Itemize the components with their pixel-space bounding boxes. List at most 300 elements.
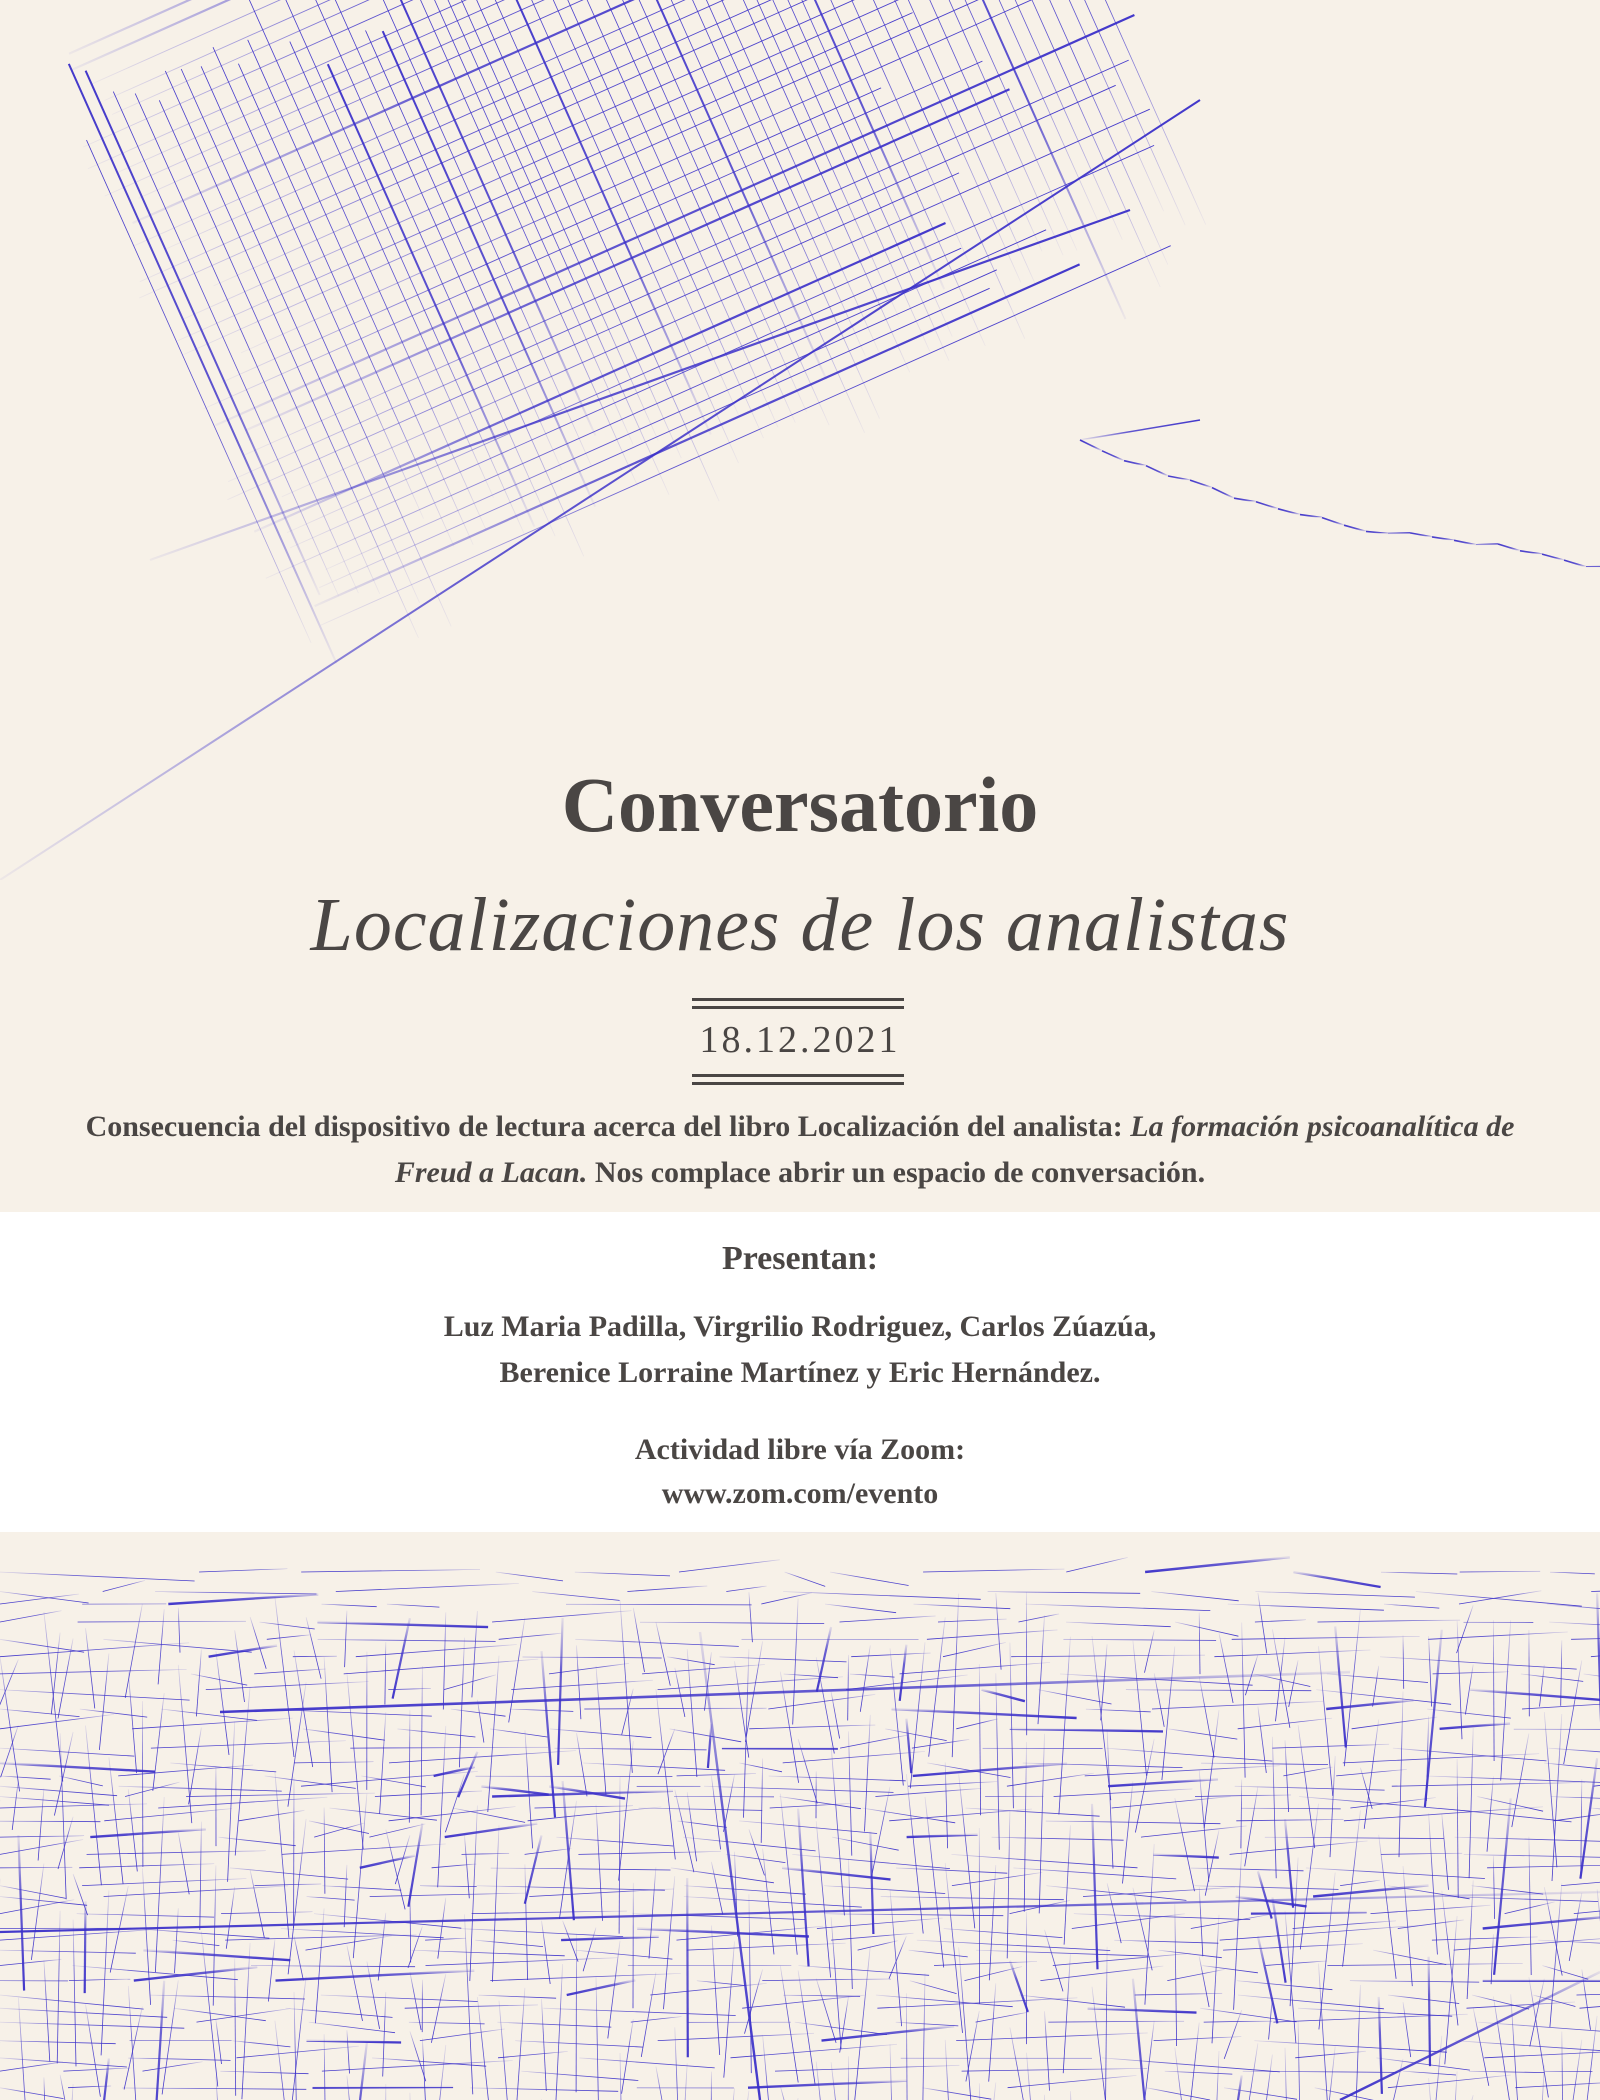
street-line <box>1293 1921 1396 1929</box>
street-line <box>128 1789 137 1871</box>
street-line <box>380 1712 386 1814</box>
street-line <box>475 1940 543 1947</box>
street-line <box>1319 1646 1333 1796</box>
street-line <box>749 1894 751 2073</box>
street-line <box>750 0 970 265</box>
street-line <box>1403 2002 1411 2057</box>
street-line <box>0 1897 87 1906</box>
street-line <box>907 1835 978 1838</box>
street-line <box>515 2041 643 2048</box>
street-line <box>579 2058 714 2068</box>
street-line <box>780 1966 798 2083</box>
street-line <box>563 1781 574 1920</box>
street-line <box>1403 2071 1456 2075</box>
street-line <box>57 1911 60 2064</box>
street-line <box>344 1659 539 1674</box>
street-line <box>798 1809 809 1967</box>
street-line <box>525 1730 533 1848</box>
street-line <box>0 1709 80 1717</box>
street-line <box>1335 1626 1346 1747</box>
street-line <box>575 1639 739 1646</box>
street-line <box>1199 1887 1203 1956</box>
street-line <box>976 1950 1148 1956</box>
street-line <box>282 1844 446 1855</box>
street-line <box>561 1937 659 1941</box>
street-line <box>890 2044 895 2100</box>
street-line <box>636 0 879 352</box>
street-line <box>0 1594 79 1604</box>
street-line <box>925 1797 944 1968</box>
street-line <box>497 2022 611 2027</box>
street-line <box>18 1998 30 2100</box>
arterial-road <box>150 210 1130 560</box>
street-line <box>73 1920 76 2067</box>
highway-road <box>1146 466 1168 476</box>
street-line <box>66 2084 73 2100</box>
street-line <box>1243 2071 1397 2072</box>
street-line <box>0 1804 147 1808</box>
street-line <box>510 1709 574 1711</box>
street-line <box>477 1997 490 2100</box>
street-line <box>633 1608 644 1672</box>
street-line <box>1258 1593 1267 1654</box>
street-line <box>627 1586 707 1592</box>
street-line <box>831 2062 847 2100</box>
street-line <box>575 1950 672 1959</box>
street-line <box>0 1611 62 1622</box>
street-line <box>465 1835 470 1898</box>
street-line <box>1152 1701 1323 1709</box>
street-line <box>1265 1837 1444 1839</box>
street-line <box>1373 1666 1379 1707</box>
street-line <box>235 1630 245 1702</box>
street-line <box>309 2022 395 2033</box>
activity-url-link[interactable]: www.zom.com/evento <box>661 1477 939 1510</box>
street-line <box>836 0 1042 251</box>
street-line <box>1591 1588 1600 1592</box>
street-line <box>1491 1934 1493 1984</box>
street-line <box>215 15 1134 425</box>
street-line <box>1584 1674 1600 1685</box>
street-line <box>1232 1636 1420 1639</box>
street-line <box>1569 1893 1582 1961</box>
street-line <box>142 1868 150 2005</box>
street-line <box>155 1592 316 1595</box>
street-line <box>1195 1795 1291 1797</box>
street-line <box>687 1878 688 2057</box>
street-line <box>1326 1700 1413 1709</box>
street-line <box>1581 1779 1582 1873</box>
street-line <box>1220 1925 1418 1940</box>
street-line <box>0 1886 66 1899</box>
street-line <box>1165 2071 1233 2074</box>
street-line <box>1273 2014 1467 2022</box>
street-line <box>477 1700 484 1743</box>
street-line <box>317 1622 488 1627</box>
street-line <box>1455 2095 1473 2100</box>
street-line <box>1285 2048 1289 2100</box>
street-line <box>983 1748 1103 1749</box>
street-line <box>387 1604 440 1607</box>
street-line <box>69 0 871 54</box>
street-line <box>1442 1814 1449 1890</box>
street-line <box>1238 1718 1332 1729</box>
street-line <box>784 1674 838 1678</box>
street-line <box>656 1689 675 1859</box>
street-line <box>69 1979 130 1981</box>
street-line <box>825 1604 896 1613</box>
street-line <box>988 1592 1141 1594</box>
street-line <box>596 1666 606 1795</box>
street-line <box>959 1947 972 2100</box>
street-line <box>783 1592 981 1600</box>
street-line <box>739 1821 877 1834</box>
street-line <box>479 1995 556 1998</box>
street-line <box>989 1983 996 2081</box>
street-line <box>290 1976 306 2100</box>
description-text-2: Nos complace abrir un espacio de conversación. <box>587 1156 1206 1189</box>
highway-road <box>1124 461 1146 466</box>
street-line <box>917 1940 1110 1950</box>
street-line <box>914 1604 1011 1609</box>
street-line <box>250 1617 266 1669</box>
street-line <box>1258 1706 1266 1773</box>
street-line <box>1201 1763 1328 1765</box>
street-line <box>675 1668 685 1717</box>
street-line <box>431 1974 445 2043</box>
street-line <box>370 1893 526 1897</box>
street-line <box>1448 2071 1457 2100</box>
street-line <box>328 64 535 527</box>
street-line <box>509 1618 525 1723</box>
street-line <box>336 1583 519 1591</box>
street-line <box>556 1837 673 1846</box>
street-line <box>1285 1740 1289 1812</box>
street-line <box>1535 2065 1545 2100</box>
street-line <box>1298 1725 1315 1848</box>
street-line <box>748 2081 906 2088</box>
street-line <box>532 1592 619 1601</box>
street-line <box>1428 1632 1568 1639</box>
street-line <box>1255 1592 1415 1598</box>
street-line <box>0 1592 89 1604</box>
street-line <box>250 1870 264 1938</box>
divider-bottom-2 <box>692 1082 904 1085</box>
street-line <box>1521 1674 1583 1682</box>
street-line <box>232 2041 290 2047</box>
highway-road <box>1190 480 1212 488</box>
street-line <box>684 1897 862 1908</box>
street-line <box>725 2088 735 2100</box>
street-line <box>1515 2082 1600 2088</box>
highway-road <box>1366 531 1388 533</box>
street-line <box>1199 1677 1214 1758</box>
street-line <box>1019 1995 1125 2007</box>
street-line <box>900 1645 907 1701</box>
street-line <box>1234 1849 1242 2009</box>
street-line <box>1429 1636 1432 1706</box>
street-line <box>1114 1940 1218 1943</box>
street-line <box>1063 1954 1070 2073</box>
street-line <box>584 1708 766 1709</box>
street-line <box>1455 1837 1600 1842</box>
street-line <box>1258 1936 1278 2023</box>
street-line <box>288 1682 306 1806</box>
street-line <box>344 1865 347 1927</box>
street-line <box>60 1733 66 1899</box>
street-line <box>1293 1572 1380 1587</box>
street-line <box>1550 1883 1562 2027</box>
street-line <box>318 1639 496 1641</box>
street-line <box>959 1774 975 1928</box>
street-line <box>1010 1729 1163 1732</box>
highway-road <box>1564 560 1586 567</box>
street-line <box>324 2034 326 2100</box>
street-line <box>687 1649 697 1777</box>
street-line <box>1234 2075 1241 2100</box>
street-line <box>1108 1779 1218 1786</box>
highway-road <box>1498 544 1520 551</box>
street-line <box>850 1674 895 1677</box>
street-line <box>1048 2021 1184 2022</box>
street-line <box>1501 1620 1511 1780</box>
street-line <box>72 0 863 70</box>
street-line <box>87 1851 266 1855</box>
street-line <box>1046 1821 1221 1824</box>
street-line <box>1123 1781 1133 1883</box>
street-line <box>1224 2010 1242 2059</box>
street-line <box>1379 1835 1396 1979</box>
street-line <box>1175 1622 1238 1636</box>
street-line <box>922 2088 991 2100</box>
street-line <box>912 1739 969 1748</box>
street-line <box>51 1633 60 1715</box>
street-line <box>227 173 959 500</box>
street-line <box>216 1651 229 1755</box>
street-line <box>1212 1915 1219 2043</box>
street-line <box>1426 1776 1600 1783</box>
street-line <box>1059 1637 1071 1815</box>
street-line <box>525 1835 542 1903</box>
street-line <box>1514 1729 1600 1730</box>
street-line <box>239 1810 305 1821</box>
street-map-bottom <box>0 1532 1600 2100</box>
street-line <box>393 1618 410 1699</box>
street-line <box>1064 1825 1070 1944</box>
street-line <box>906 1993 907 2100</box>
street-line <box>708 1724 712 1768</box>
street-line <box>795 2022 887 2035</box>
street-line <box>943 1642 1006 1656</box>
street-line <box>1591 1808 1600 1814</box>
street-line <box>763 2035 775 2100</box>
street-line <box>817 1918 943 1929</box>
street-line <box>412 1950 565 1956</box>
street-line <box>1459 1591 1541 1604</box>
street-line <box>1045 1930 1064 1992</box>
street-line <box>675 2027 681 2100</box>
street-line <box>307 1897 355 1901</box>
street-line <box>816 1979 836 2043</box>
street-line <box>992 1837 1124 1840</box>
street-line <box>1007 1773 1094 1786</box>
street-line <box>1241 1780 1242 1849</box>
street-line <box>1112 1797 1231 1809</box>
street-line <box>1045 2011 1050 2090</box>
street-line <box>0 1840 83 1855</box>
street-line <box>1416 1592 1582 1607</box>
street-line <box>816 1657 834 1753</box>
street-line <box>889 1936 906 1979</box>
street-line <box>31 1864 44 1960</box>
street-line <box>1010 1643 1014 1809</box>
street-line <box>1241 1808 1341 1809</box>
street-line <box>427 2045 446 2100</box>
street-line <box>830 1572 909 1586</box>
street-line <box>462 1853 510 1854</box>
street-line <box>563 1921 579 1962</box>
street-line <box>1295 2051 1366 2058</box>
street-line <box>294 1936 303 1981</box>
street-line <box>927 1630 1058 1640</box>
highway-road <box>1476 544 1498 545</box>
street-line <box>1577 1992 1600 1995</box>
street-line <box>1154 1673 1164 1727</box>
street-line <box>301 1771 478 1786</box>
street-line <box>254 1669 325 1674</box>
street-line <box>640 1622 824 1624</box>
street-line <box>1343 1754 1539 1763</box>
street-line <box>744 1649 749 1818</box>
highway-road <box>1344 525 1366 531</box>
street-line <box>1545 2071 1592 2072</box>
street-line <box>675 1790 694 1873</box>
street-line <box>1199 1956 1209 2007</box>
street-line <box>158 1609 164 1684</box>
street-line <box>1066 1622 1171 1627</box>
street-line <box>1549 1748 1600 1756</box>
street-line <box>1019 1614 1060 1622</box>
street-line <box>749 1592 753 1642</box>
street-line <box>347 1673 363 1849</box>
highway-road <box>1432 537 1454 540</box>
street-line <box>577 1733 588 1796</box>
street-line <box>849 1731 852 1855</box>
street-line <box>896 2022 959 2026</box>
street-line <box>275 2021 294 2100</box>
street-line <box>101 1890 109 2055</box>
street-line <box>386 1830 405 1910</box>
street-line <box>398 1729 476 1737</box>
street-line <box>382 0 596 436</box>
street-line <box>1199 1613 1200 1675</box>
street-line <box>670 1729 742 1742</box>
street-line <box>525 1849 572 1855</box>
highway-road <box>1542 554 1564 560</box>
street-line <box>438 1898 446 1959</box>
street-line <box>685 1886 806 1895</box>
street-line <box>881 1897 1064 1900</box>
street-line <box>1086 1709 1151 1712</box>
activity-label: Actividad libre vía Zoom: <box>634 1433 966 1466</box>
street-line <box>1327 1963 1522 1965</box>
street-line <box>1315 2088 1381 2100</box>
street-line <box>290 42 494 498</box>
book-title: Localización del analista: <box>797 1110 1123 1143</box>
street-line <box>982 1690 1025 1702</box>
street-line <box>1 1725 19 1777</box>
street-line <box>213 1865 216 2005</box>
street-line <box>1251 1912 1367 1914</box>
street-line <box>558 1618 563 1765</box>
street-line <box>1384 1604 1439 1608</box>
street-line <box>596 1977 599 2100</box>
street-line <box>206 1682 369 1690</box>
highway-road <box>1300 515 1322 518</box>
street-line <box>1493 1856 1494 1919</box>
street-line <box>892 1709 1077 1718</box>
street-line <box>1550 1572 1595 1574</box>
street-line <box>620 1600 632 1773</box>
street-line <box>862 1808 955 1823</box>
street-line <box>1254 2041 1447 2053</box>
street-line <box>350 1747 548 1748</box>
street-line <box>314 1823 364 1837</box>
street-line <box>491 1868 671 1870</box>
street-line <box>1473 2008 1489 2086</box>
street-line <box>122 2088 306 2090</box>
street-line <box>1457 1605 1474 1653</box>
street-line <box>367 1961 380 2029</box>
street-line <box>230 1868 348 1879</box>
divider-bottom-1 <box>692 1074 904 1077</box>
street-line <box>0 1659 18 1707</box>
street-line <box>922 1973 925 2100</box>
street-line <box>0 1748 134 1756</box>
street-line <box>1554 1812 1600 1821</box>
street-line <box>1133 1641 1147 1776</box>
street-line <box>1039 1734 1044 1914</box>
street-line <box>649 1867 656 1958</box>
street-line <box>221 1912 312 1914</box>
street-line <box>472 1611 478 1697</box>
street-line <box>1066 1557 1127 1572</box>
street-line <box>109 1757 123 1884</box>
street-line <box>1107 1883 1121 1943</box>
street-line <box>871 1787 890 1879</box>
street-line <box>80 1709 147 1717</box>
street-line <box>1272 1897 1285 1982</box>
highway-road <box>1388 533 1410 534</box>
street-line <box>1511 1994 1521 2100</box>
street-line <box>1380 1657 1577 1669</box>
street-line <box>219 1837 296 1846</box>
street-line <box>577 1645 581 1719</box>
highway-road <box>1322 518 1344 526</box>
street-line <box>59 1776 103 1786</box>
street-line <box>438 1726 446 1887</box>
street-line <box>410 2093 414 2100</box>
street-line <box>650 1983 766 1995</box>
street-line <box>567 1980 636 1995</box>
highway-road <box>1410 533 1432 537</box>
street-line <box>321 246 1171 626</box>
street-line <box>1364 1720 1379 1829</box>
street-line <box>641 1972 656 2056</box>
street-line <box>1455 2041 1600 2055</box>
street-line <box>1350 1981 1479 1983</box>
street-line <box>1580 1758 1597 1879</box>
